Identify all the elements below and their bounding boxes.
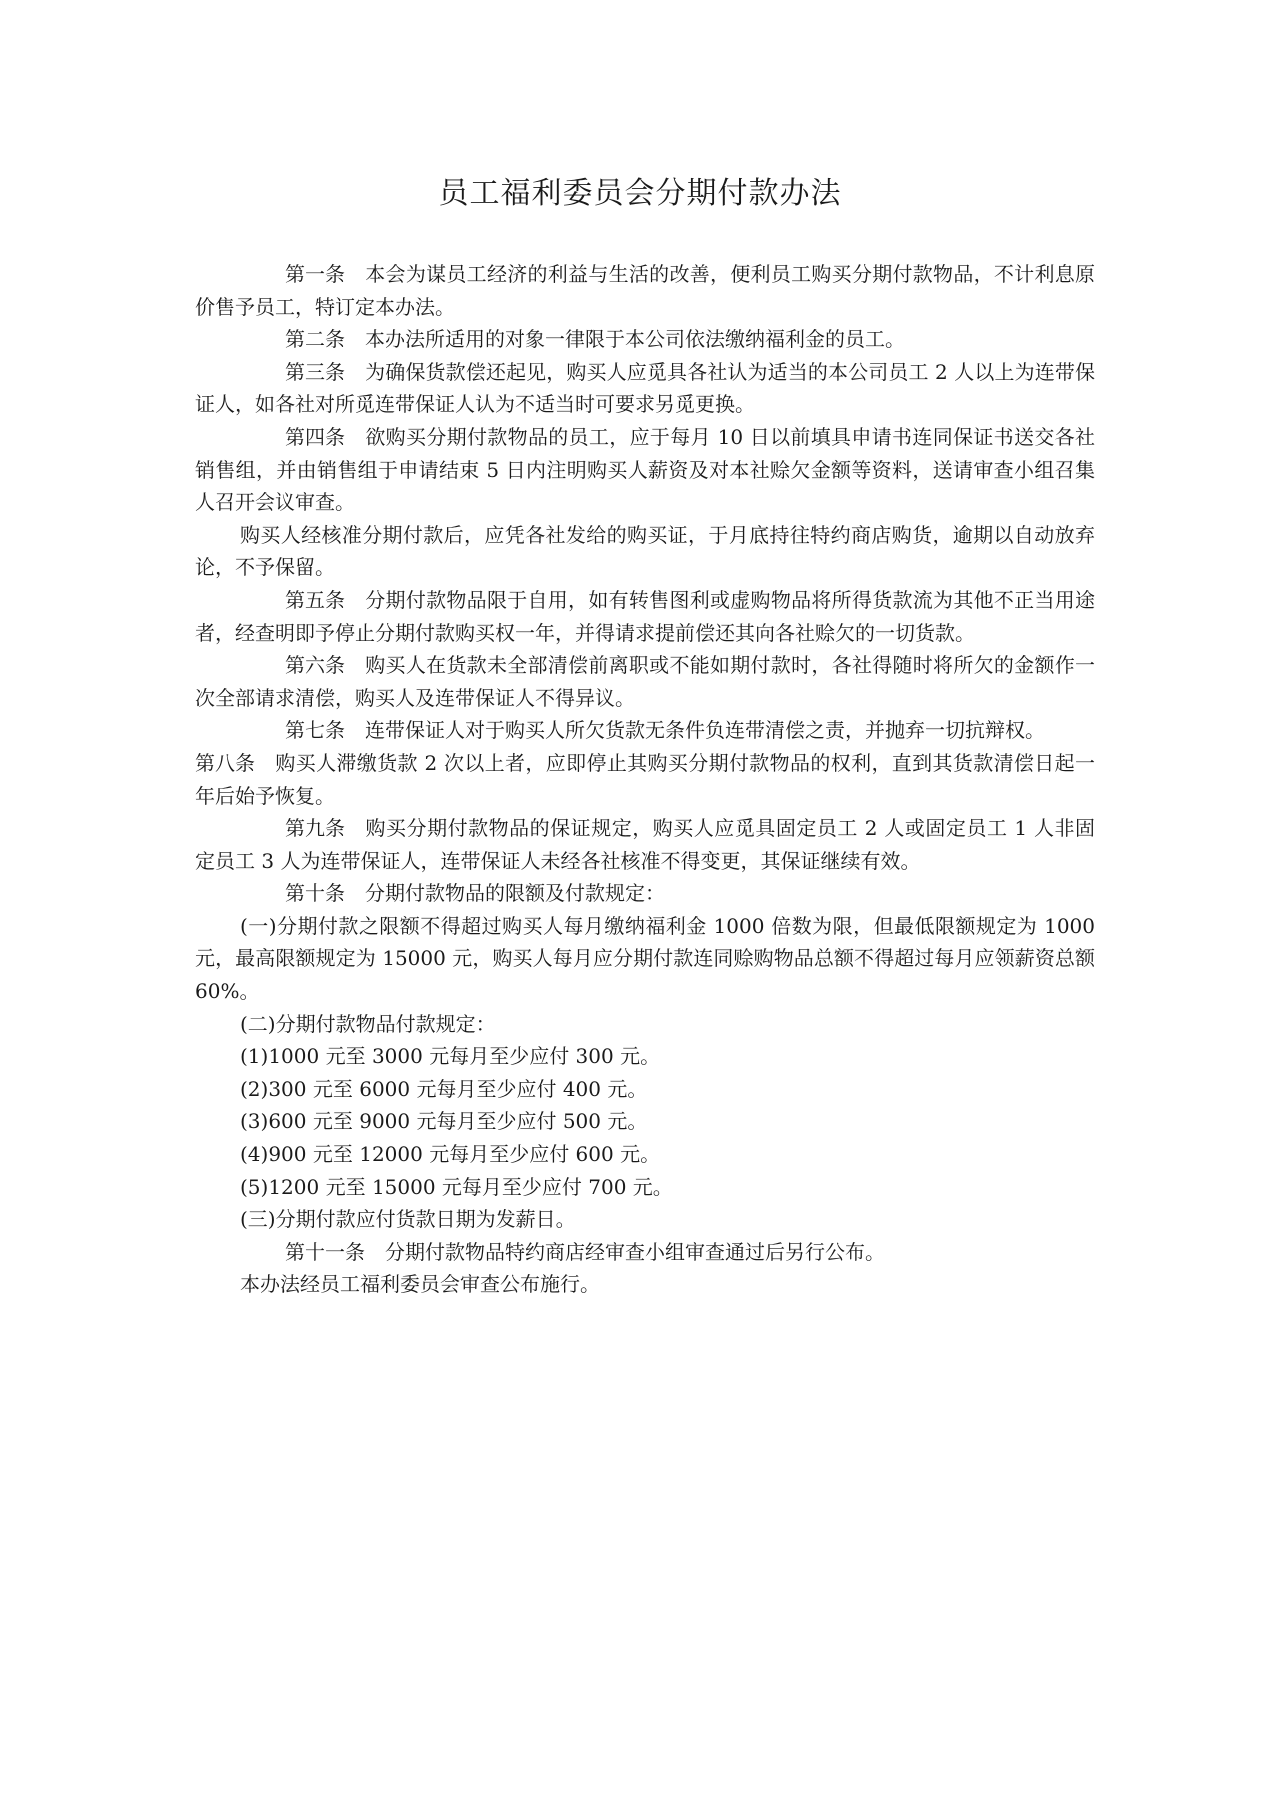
paragraph-article-10 [195, 877, 1095, 910]
article-number: 第七条 [285, 718, 345, 743]
list-item-payment-4: (4)900 元至 12000 元每月至少应付 600 元。 [240, 1142, 661, 1167]
paragraph-article-4-continued: 购买人经核准分期付款后，应凭各社发给的购买证，于月底持往特约商店购货，逾期以自动放弃论，不予保留。 [195, 522, 1095, 580]
article-number: 第八条 [195, 750, 255, 775]
article-number: 第十一条 [285, 1239, 365, 1264]
paragraph-clause-3: (三)分期付款应付货款日期为发薪日。 [240, 1207, 576, 1232]
article-number: 第十条 [285, 881, 345, 906]
paragraph-text: 欲购买分期付款物品的员工，应于每月 10 日以前填具申请书连同保证书送交各社销售组，并由销售组于申请结束 5 日内注明购买人薪资及对本社赊欠金额等资料，送请审查小组召集人召开会议审查。 [195, 424, 1095, 515]
article-number: 第二条 [285, 327, 345, 352]
paragraph-article-6 [195, 649, 1095, 714]
paragraph-article-1 [195, 258, 1095, 323]
paragraph-text: 购买分期付款物品的保证规定，购买人应觅具固定员工 2 人或固定员工 1 人非固定员工 3 人为连带保证人，连带保证人未经各社核准不得变更，其保证继续有效。 [195, 816, 1095, 873]
paragraph-closing: 本办法经员工福利委员会审查公布施行。 [240, 1272, 600, 1297]
paragraph-clause-1: (一)分期付款之限额不得超过购买人每月缴纳福利金 1000 倍数为限，但最低限额规定为 1000 元，最高限额规定为 15000 元，购买人每月应分期付款连同赊购物品总额不得超过每月应领薪资总额 60%。 [195, 913, 1095, 1004]
article-number: 第四条 [285, 424, 345, 449]
paragraph-article-5 [195, 584, 1095, 649]
article-number: 第六条 [285, 653, 345, 678]
paragraph-text: 分期付款物品特约商店经审查小组审查通过后另行公布。 [385, 1239, 885, 1264]
paragraph-text: 本会为谋员工经济的利益与生活的改善，便利员工购买分期付款物品，不计利息原价售予员工，特订定本办法。 [195, 262, 1095, 319]
list-item-payment-5: (5)1200 元至 15000 元每月至少应付 700 元。 [240, 1174, 673, 1199]
paragraph-article-4 [195, 421, 1095, 519]
paragraph-text: 为确保货款偿还起见，购买人应觅具各社认为适当的本公司员工 2 人以上为连带保证人，如各社对所觅连带保证人认为不适当时可要求另觅更换。 [195, 359, 1095, 417]
article-number: 第五条 [285, 587, 345, 612]
paragraph-text: 分期付款物品的限额及付款规定： [365, 881, 665, 906]
paragraph-text: 购买人滞缴货款 2 次以上者，应即停止其购买分期付款物品的权利，直到其货款清偿日起一年后始予恢复。 [195, 750, 1095, 808]
article-number: 第九条 [285, 816, 345, 841]
paragraph-text: 分期付款物品限于自用，如有转售图利或虚购物品将所得货款流为其他不正当用途者，经查明即予停止分期付款购买权一年，并得请求提前偿还其向各社赊欠的一切货款。 [195, 587, 1095, 645]
article-number: 第一条 [285, 262, 345, 286]
paragraph-article-11 [195, 1236, 1095, 1269]
article-number: 第三条 [285, 359, 345, 384]
paragraph-text: 连带保证人对于购买人所欠货款无条件负连带清偿之责，并抛弃一切抗辩权。 [365, 718, 1045, 743]
paragraph-clause-2: (二)分期付款物品付款规定： [240, 1011, 496, 1036]
list-item-payment-3: (3)600 元至 9000 元每月至少应付 500 元。 [240, 1109, 648, 1134]
paragraph-text: 本办法所适用的对象一律限于本公司依法缴纳福利金的员工。 [365, 327, 905, 352]
paragraph-article-8 [195, 747, 1095, 812]
document-title: 员工福利委员会分期付款办法 [438, 176, 842, 211]
list-item-payment-1: (1)1000 元至 3000 元每月至少应付 300 元。 [240, 1044, 661, 1069]
paragraph-article-3 [195, 356, 1095, 421]
paragraph-article-7 [195, 714, 1095, 747]
paragraph-article-9 [195, 812, 1095, 877]
list-item-payment-2: (2)300 元至 6000 元每月至少应付 400 元。 [240, 1076, 648, 1101]
paragraph-article-2 [195, 323, 1095, 356]
paragraph-text: 购买人在货款未全部清偿前离职或不能如期付款时，各社得随时将所欠的金额作一次全部请求清偿，购买人及连带保证人不得异议。 [195, 653, 1095, 710]
document-body [195, 258, 1095, 1301]
